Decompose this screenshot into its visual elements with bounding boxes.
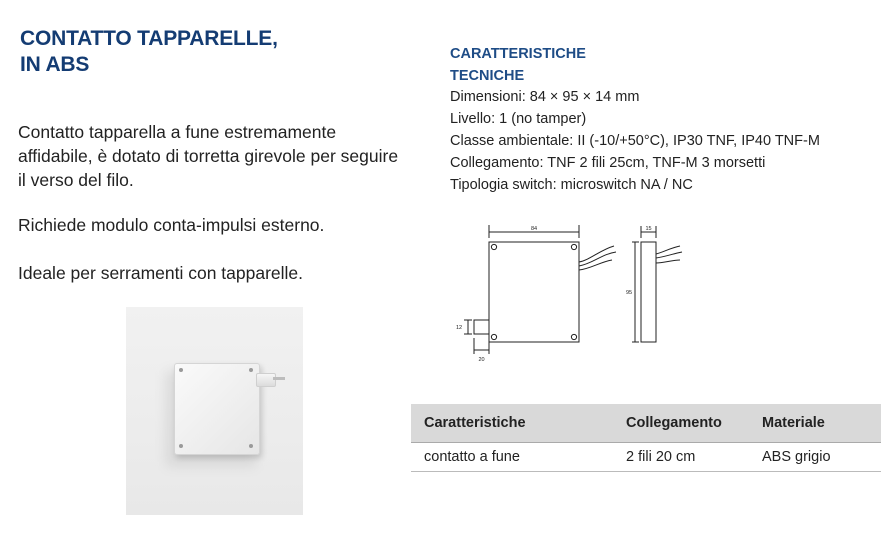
header-features: Caratteristiche — [411, 404, 626, 443]
spec-connection: Collegamento: TNF 2 fili 25cm, TNF-M 3 morsetti — [450, 155, 766, 171]
turret-width-label: 20 — [478, 357, 485, 363]
product-requirement: Richiede modulo conta-impulsi esterno. — [18, 215, 325, 235]
product-title — [20, 26, 278, 78]
product-description: Contatto tapparella a fune estremamente affidabile, è dotato di torretta girevole per seguire il verso del filo. — [18, 122, 399, 190]
width-label: 84 — [530, 226, 538, 232]
front-view-screw — [571, 334, 576, 339]
turret-image — [256, 373, 276, 387]
spec-switch-type: Tipologia switch: microswitch NA / NC — [450, 177, 693, 193]
table-header-row — [411, 404, 881, 443]
spec-environment-class: Classe ambientale: II (-10/+50°C), IP30 TNF, IP40 TNF-M — [450, 133, 820, 149]
technical-drawing — [450, 222, 690, 367]
spec-dimensions: Dimensioni: 84 × 95 × 14 mm — [450, 89, 640, 105]
specs-title-line1: CARATTERISTICHE — [450, 46, 586, 62]
side-view-outline — [641, 242, 656, 342]
product-title-line1: CONTATTO TAPPARELLE, — [20, 27, 278, 50]
specs-list — [450, 86, 820, 196]
specs-title-line2: TECNICHE — [450, 68, 525, 84]
cell-connection: 2 fili 20 cm — [626, 443, 762, 472]
cell-material: ABS grigio — [762, 443, 881, 472]
header-material: Materiale — [762, 404, 881, 443]
contact-box-image — [174, 363, 260, 455]
front-view-turret — [474, 320, 489, 334]
front-view-outline — [489, 242, 579, 342]
spec-level: Livello: 1 (no tamper) — [450, 111, 587, 127]
front-view-screw — [571, 244, 576, 249]
product-title-line2: IN ABS — [20, 53, 90, 76]
cell-features: contatto a fune — [411, 443, 626, 472]
side-view-cable — [656, 246, 682, 263]
front-view-screw — [491, 244, 496, 249]
turret-height-label: 12 — [455, 325, 463, 331]
table-row — [411, 443, 881, 472]
product-table — [411, 404, 881, 472]
specs-title — [450, 43, 586, 87]
front-view-cable — [579, 246, 616, 270]
product-photo — [126, 307, 303, 515]
header-connection: Collegamento — [626, 404, 762, 443]
front-view-screw — [491, 334, 496, 339]
height-label: 95 — [625, 290, 633, 296]
depth-label: 15 — [645, 226, 652, 232]
product-usage: Ideale per serramenti con tapparelle. — [18, 263, 304, 283]
